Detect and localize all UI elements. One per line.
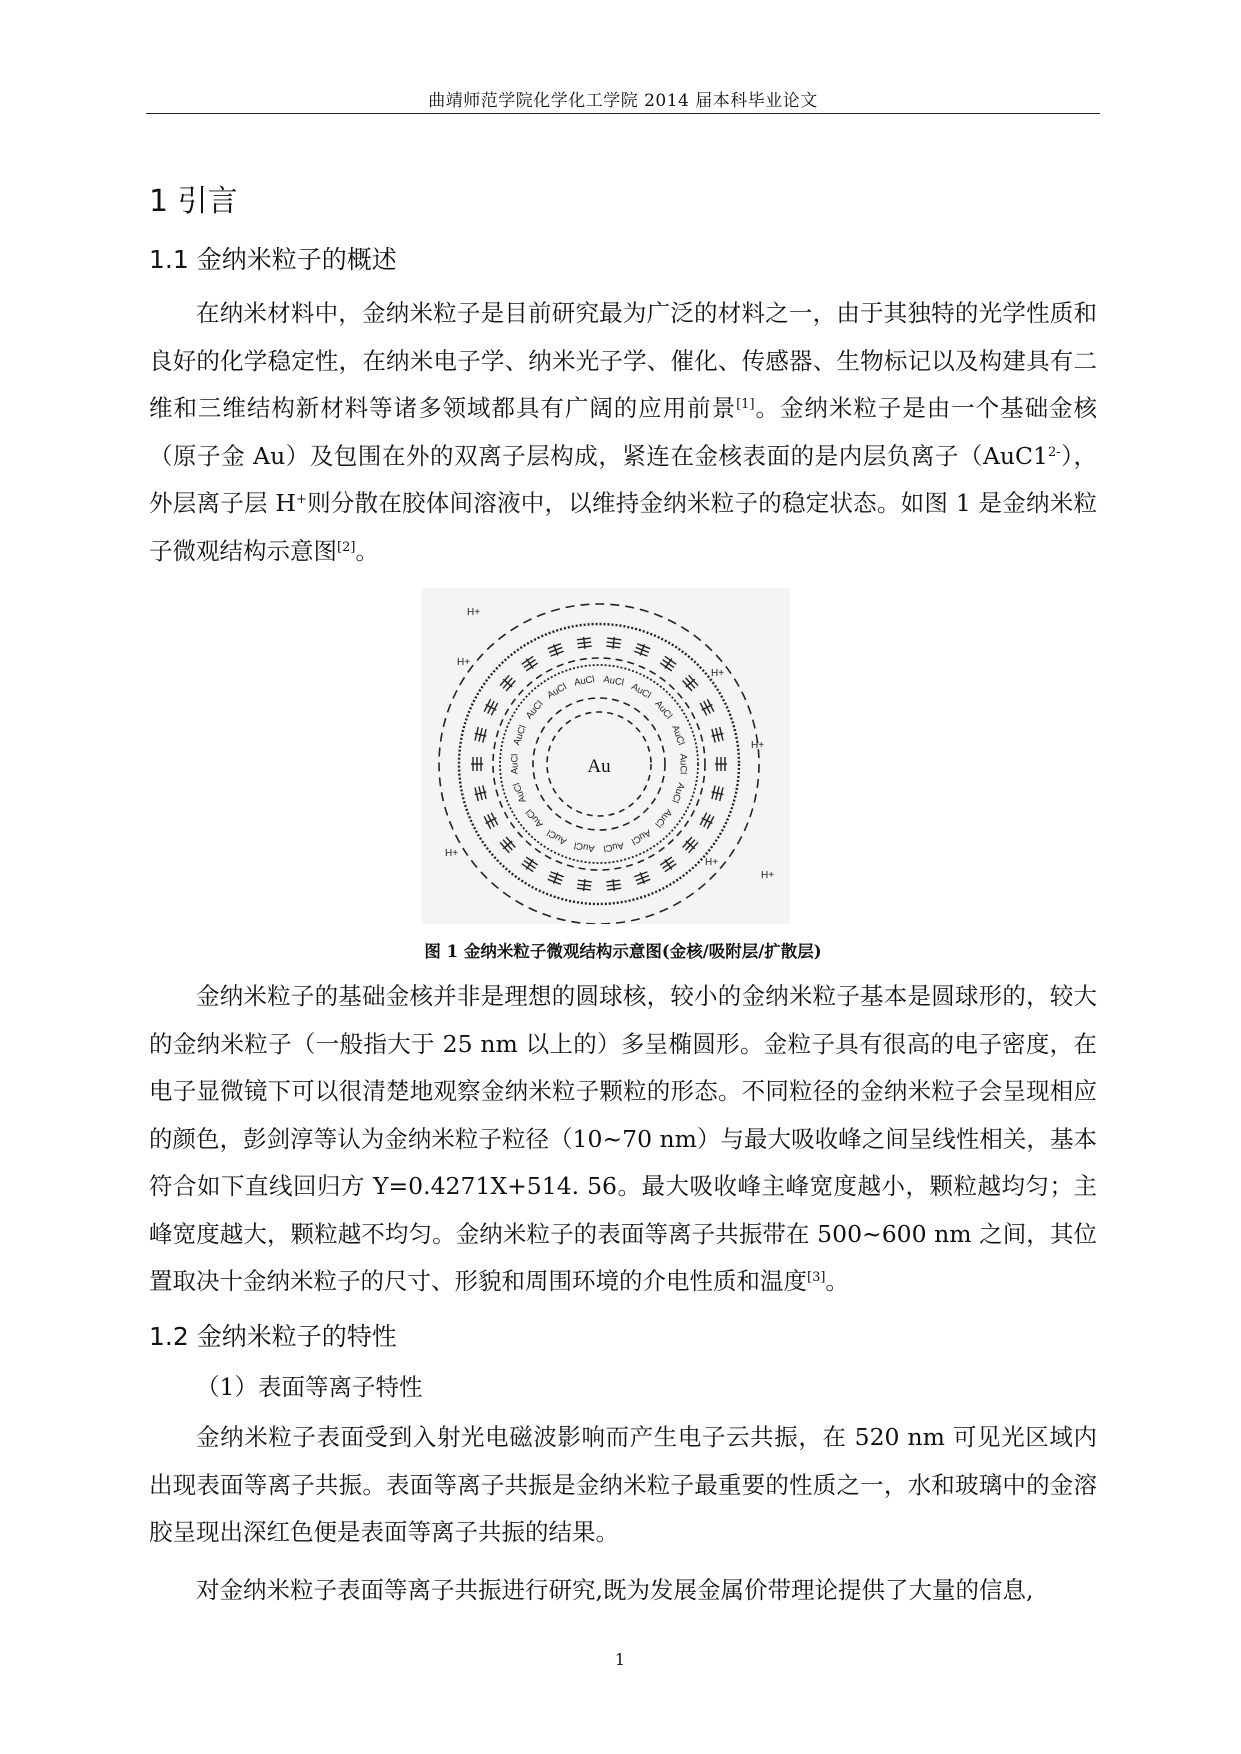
structure-diagram (421, 588, 790, 924)
plus-superscript: + (295, 492, 307, 507)
citation-1: [1] (736, 397, 755, 412)
aucl-ion-label: AuCl (629, 681, 653, 702)
page-number: 1 (614, 1650, 626, 1669)
aucl-ion-label: AuCl (523, 806, 546, 830)
counter-ion-marks (715, 757, 727, 771)
aucl-ion-label: AuCl (573, 674, 596, 689)
h-plus-ion-label: H+ (445, 848, 459, 859)
counter-ion-marks (471, 757, 483, 771)
aucl-ion-label: AuCl (677, 753, 689, 775)
h-plus-ion-label: H+ (705, 857, 719, 868)
citation-3: [3] (807, 1270, 826, 1285)
aucl-ion-label: AuCl (652, 698, 675, 722)
paragraph-text: ），外层离子层 H (149, 441, 1098, 517)
section-title-introduction: 1 引言 (149, 184, 238, 219)
section-title-overview: 1.1 金纳米粒子的概述 (149, 245, 397, 274)
paragraph-overview (149, 290, 1097, 575)
aucl-ion-label: AuCl (511, 723, 529, 747)
paragraph-text: 则分散在胶体间溶液中，以维持金纳米粒子的稳定状态。如图 1 是金纳米粒子微观结构示意图 (149, 489, 1098, 565)
section-title-properties: 1.2 金纳米粒子的特性 (149, 1322, 397, 1351)
aucl-ion-label: AuCl (523, 698, 546, 722)
figure-caption: 图 1 金纳米粒子微观结构示意图(金核/吸附层/扩散层) (424, 942, 822, 961)
gold-core-label: Au (587, 756, 611, 777)
paragraph-core-shape (149, 973, 1097, 1306)
charge-superscript: 2- (1048, 444, 1061, 460)
aucl-ion-label: AuCl (669, 723, 687, 747)
figure-gold-nanoparticle-structure (421, 588, 790, 924)
paragraph-surface-plasmon: 金纳米粒子表面受到入射光电磁波影响而产生电子云共振，在 520 nm 可见光区域内出现表面等离子共振。表面等离子共振是金纳米粒子最重要的性质之一，水和玻璃中的金溶胶呈现出深红色便是表面等离子共振的结果。 (149, 1423, 1097, 1546)
paragraph-text: 在纳米材料中，金纳米粒子是目前研究最为广泛的材料之一，由于其独特的光学性质和良好的化学稳定性，在纳米电子学、纳米光子学、催化、传感器、生物标记以及构建具有二维和三维结构新材料等诸多领域都具有广阔的应用前景 (149, 299, 1097, 422)
h-plus-ion-label: H+ (467, 607, 481, 618)
paragraph-text: 。金纳米粒子是由一个基础金核（原子金 Au）及包围在外的双离子层构成，紧连在金核表面的是内层负离子（AuC1 (149, 394, 1098, 470)
aucl-ion-label: AuCl (629, 826, 653, 847)
h-plus-ion-label: H+ (457, 657, 471, 668)
aucl-ion-label: AuCl (652, 806, 675, 830)
paragraph-text: 。 (355, 536, 379, 565)
aucl-ion-label: AuCl (602, 674, 625, 689)
aucl-ion-label: AuCl (545, 826, 569, 847)
h-plus-ion-label: H+ (761, 870, 775, 881)
aucl-ion-label: AuCl (602, 839, 625, 854)
aucl-ion-label: AuCl (573, 839, 596, 854)
h-plus-ion-label: H+ (751, 740, 765, 751)
h-plus-ion-label: H+ (711, 668, 725, 679)
paragraph-plasmon-research: 对金纳米粒子表面等离子共振进行研究,既为发展金属价带理论提供了大量的信息, (196, 1576, 1034, 1604)
aucl-ion-label: AuCl (545, 681, 569, 702)
citation-2: [2] (337, 539, 356, 555)
header-rule (146, 113, 1100, 114)
aucl-ion-label: AuCl (511, 781, 529, 805)
aucl-ion-label: AuCl (669, 781, 687, 805)
paragraph-text: 金纳米粒子的基础金核并非是理想的圆球核，较小的金纳米粒子基本是圆球形的，较大的金纳米粒子（一般指大于 25 nm 以上的）多呈椭圆形。金粒子具有很高的电子密度，在电子显微镜下可以很清楚地观察金纳米粒子颗粒的形态。不同粒径的金纳米粒子会呈现相应的颜色，彭剑淳等认为金纳米粒子粒径（10~70 nm）与最大吸收峰之间呈线性相关，基本符合如下直线回归方 Y=0.4271X+514. 56。最大吸收峰主峰宽度越小，颗粒越均匀；主峰宽度越大，颗粒越不均匀。金纳米粒子的表面等离子共振带在 500~600 nm 之间，其位置取决十金纳米粒子的尺寸、形貌和周围环境的介电性质和温度 (149, 982, 1097, 1295)
aucl-ion-label: AuCl (509, 753, 521, 775)
running-header: 曲靖师范学院化学化工学院 2014 届本科毕业论文 (428, 91, 818, 111)
paragraph-text: 。 (825, 1267, 849, 1295)
subsection-title-surface-plasmon: （1）表面等离子特性 (196, 1373, 423, 1401)
